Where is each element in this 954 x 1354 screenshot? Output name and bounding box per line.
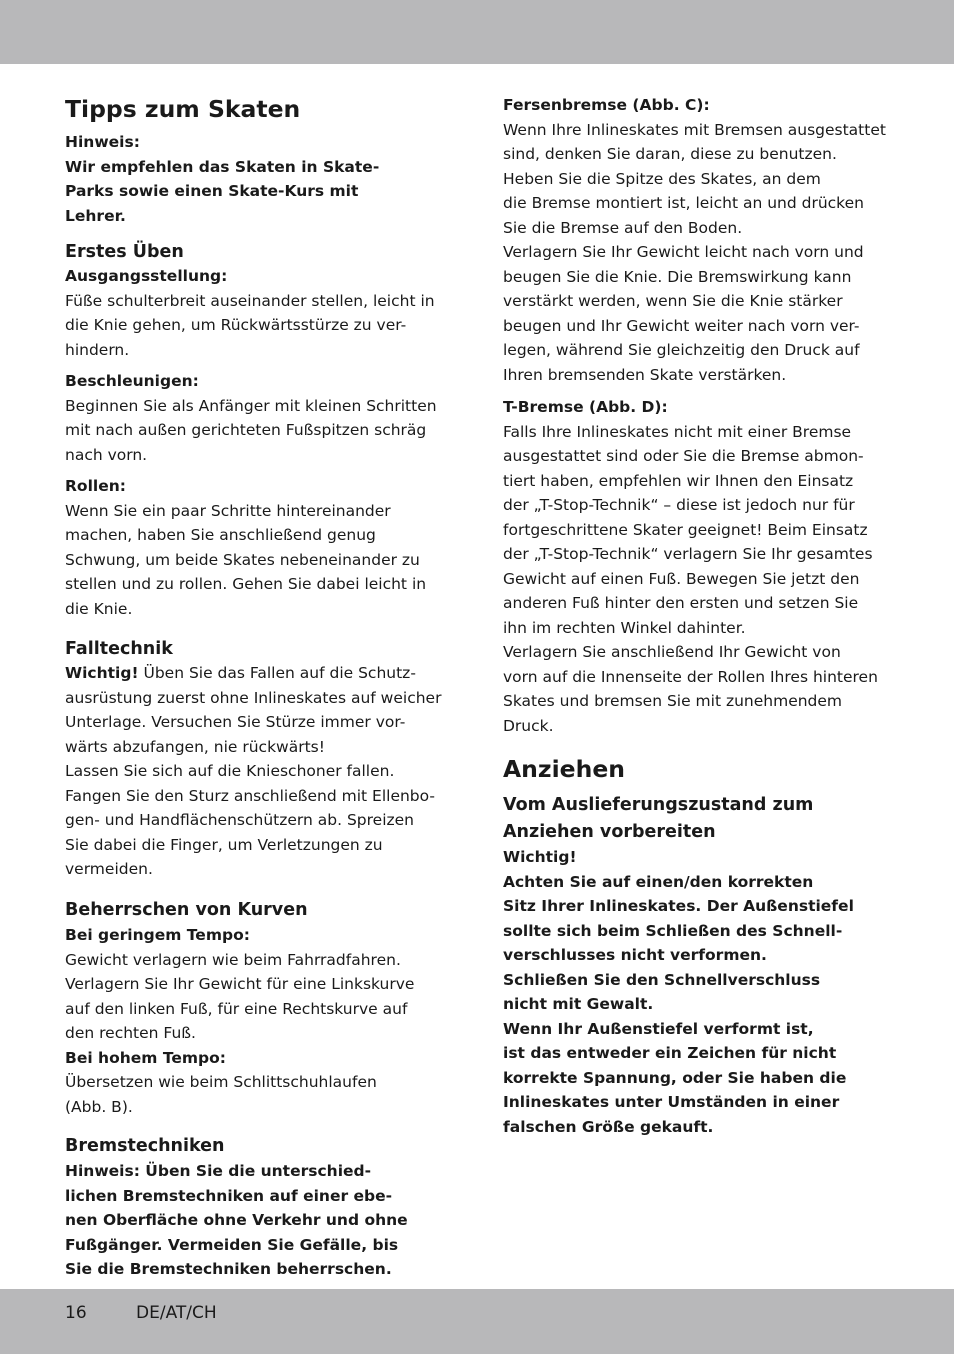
brems-note [65, 1159, 460, 1282]
header-band [0, 0, 954, 64]
text-line: ihn im rechten Winkel dahinter. [503, 618, 746, 637]
text-line: fortgeschrittene Skater geeignet! Beim Einsatz [503, 520, 868, 539]
region-label: DE/AT/CH [136, 1303, 217, 1323]
text-line: vermeiden. [65, 860, 153, 878]
note-line: Wir empfehlen das Skaten in Skate- [65, 157, 380, 176]
text-line: Beginnen Sie als Anfänger mit kleinen Schritten [65, 396, 437, 415]
ausgang-block [65, 264, 460, 362]
anziehen-wichtig-block [503, 845, 898, 1139]
text-line: verschlusses nicht verformen. [503, 946, 767, 964]
text-line: Wenn Ihr Außenstiefel verformt ist, [503, 1019, 814, 1038]
text-line: Falls Ihre Inlineskates nicht mit einer Bremse [503, 422, 852, 441]
text-line: Sitz Ihrer Inlineskates. Der Außenstiefel [503, 897, 854, 915]
note-line: nen Oberfläche ohne Verkehr und ohne [65, 1211, 408, 1229]
text-line: legen, während Sie gleichzeitig den Druck auf [503, 341, 860, 359]
text-line: verstärkt werden, wenn Sie die Knie stärker [503, 292, 843, 310]
text-line: Schließen Sie den Schnellverschluss [503, 970, 821, 989]
heading-bremstechniken: Bremstechniken [65, 1136, 225, 1156]
note-block [65, 130, 460, 228]
gering-label: Bei geringem Tempo: [65, 926, 250, 944]
text-line: machen, haben Sie anschließend genug [65, 526, 376, 544]
text-line: ist das entweder ein Zeichen für nicht [503, 1044, 837, 1062]
text-line: sind, denken Sie daran, diese zu benutzen. [503, 145, 837, 163]
text-line: ausgestattet sind oder Sie die Bremse abmon- [503, 447, 864, 465]
text-line: anderen Fuß hinter den ersten und setzen Sie [503, 594, 859, 612]
tbrems-label: T-Bremse (Abb. D): [503, 398, 668, 416]
note-line: Sie die Bremstechniken beherrschen. [65, 1260, 392, 1278]
text-line: nach vorn. [65, 445, 148, 464]
beschl-label: Beschleunigen: [65, 372, 199, 390]
text-line: beugen und Ihr Gewicht weiter nach vorn ver- [503, 316, 860, 335]
rollen-label: Rollen: [65, 477, 126, 495]
text-line: Schwung, um beide Skates nebeneinander zu [65, 550, 420, 569]
text-line: mit nach außen gerichteten Fußspitzen schräg [65, 421, 427, 439]
fersen-label: Fersenbremse (Abb. C): [503, 96, 710, 114]
heading-falltechnik: Falltechnik [65, 639, 173, 659]
text-line: die Knie gehen, um Rückwärtsstürze zu ver- [65, 316, 407, 334]
text-line: der „T-Stop-Technik“ – diese ist jedoch nur für [503, 496, 855, 514]
fersen-block [503, 93, 898, 387]
heading-kurven: Beherrschen von Kurven [65, 900, 308, 920]
text-line: ausrüstung zuerst ohne Inlineskates auf weicher [65, 688, 442, 707]
text-line: Übersetzen wie beim Schlittschuhlaufen [65, 1073, 377, 1091]
section-title-anziehen: Anziehen [503, 755, 625, 783]
text-line: falschen Größe gekauft. [503, 1117, 714, 1136]
note-line: Lehrer. [65, 206, 126, 225]
text-line: Wenn Sie ein paar Schritte hintereinander [65, 501, 391, 520]
rollen-block [65, 474, 460, 621]
text-line: Unterlage. Versuchen Sie Stürze immer vor- [65, 713, 406, 731]
text-line: Skates und bremsen Sie mit zunehmendem [503, 692, 843, 710]
note-line: lichen Bremstechniken auf einer ebe- [65, 1186, 393, 1205]
text-line: (Abb. B). [65, 1097, 133, 1116]
text-line: den rechten Fuß. [65, 1024, 196, 1042]
beschl-block [65, 369, 460, 467]
wichtig-label: Wichtig! [65, 664, 139, 682]
note-line: Hinweis: Üben Sie die unterschied- [65, 1162, 372, 1180]
text-line: Verlagern Sie Ihr Gewicht leicht nach vorn und [503, 243, 864, 261]
text-line: beugen Sie die Knie. Die Bremswirkung kann [503, 267, 852, 286]
text-line: Ihren bremsenden Skate verstärken. [503, 365, 787, 384]
text-line: nicht mit Gewalt. [503, 995, 654, 1013]
ausgang-label: Ausgangsstellung: [65, 267, 228, 285]
note-line: Fußgänger. Vermeiden Sie Gefälle, bis [65, 1235, 399, 1254]
text-line: stellen und zu rollen. Gehen Sie dabei leicht in [65, 575, 427, 593]
heading-erstes-ueben: Erstes Üben [65, 242, 184, 262]
text-line: Druck. [503, 716, 554, 735]
heading-vom-auslieferungszustand [503, 792, 813, 846]
wichtig-label: Wichtig! [503, 848, 577, 866]
text-line: die Bremse montiert ist, leicht an und drücken [503, 194, 864, 212]
text-line: Sie dabei die Finger, um Verletzungen zu [65, 835, 383, 854]
note-line: Parks sowie einen Skate-Kurs mit [65, 182, 359, 200]
tbrems-block [503, 395, 898, 738]
text-line: der „T-Stop-Technik“ verlagern Sie Ihr gesamtes [503, 545, 873, 563]
heading-line: Vom Auslieferungszustand zum [503, 795, 814, 815]
section-title-tipps: Tipps zum Skaten [65, 95, 301, 123]
text-line: wärts abzufangen, nie rückwärts! [65, 737, 325, 756]
text-line: Verlagern Sie anschließend Ihr Gewicht von [503, 643, 841, 661]
hoch-label: Bei hohem Tempo: [65, 1048, 226, 1067]
text-line: Gewicht verlagern wie beim Fahrradfahren. [65, 950, 401, 969]
text-line: vorn auf die Innenseite der Rollen Ihres hinteren [503, 667, 878, 686]
text-line: Fangen Sie den Sturz anschließend mit Ellenbo- [65, 786, 436, 805]
text-line: hindern. [65, 340, 130, 359]
text-line: tiert haben, empfehlen wir Ihnen den Einsatz [503, 471, 854, 490]
text-line: Heben Sie die Spitze des Skates, an dem [503, 169, 821, 188]
text-line: Lassen Sie sich auf die Knieschoner fallen. [65, 762, 395, 780]
text-line: Verlagern Sie Ihr Gewicht für eine Linkskurve [65, 975, 415, 993]
text-line: Füße schulterbreit auseinander stellen, leicht in [65, 291, 435, 310]
page-number: 16 [65, 1303, 87, 1323]
fall-block [65, 661, 460, 882]
text-line: sollte sich beim Schließen des Schnell- [503, 921, 843, 940]
text-line: Wenn Ihre Inlineskates mit Bremsen ausgestattet [503, 120, 886, 139]
text-line: Inlineskates unter Umständen in einer [503, 1093, 840, 1111]
text-line: Achten Sie auf einen/den korrekten [503, 872, 814, 891]
note-label: Hinweis: [65, 133, 140, 151]
text-line: auf den linken Fuß, für eine Rechtskurve auf [65, 999, 408, 1018]
text-line: korrekte Spannung, oder Sie haben die [503, 1068, 847, 1087]
heading-line: Anziehen vorbereiten [503, 822, 716, 842]
page-footer [65, 1303, 217, 1323]
text-line: Gewicht auf einen Fuß. Bewegen Sie jetzt den [503, 569, 860, 588]
text-line: Sie die Bremse auf den Boden. [503, 218, 743, 237]
kurven-block [65, 923, 460, 1119]
text-line: gen- und Handflächenschützern ab. Spreizen [65, 811, 414, 829]
text-line: die Knie. [65, 599, 133, 618]
text-line: Üben Sie das Fallen auf die Schutz- [143, 664, 416, 682]
